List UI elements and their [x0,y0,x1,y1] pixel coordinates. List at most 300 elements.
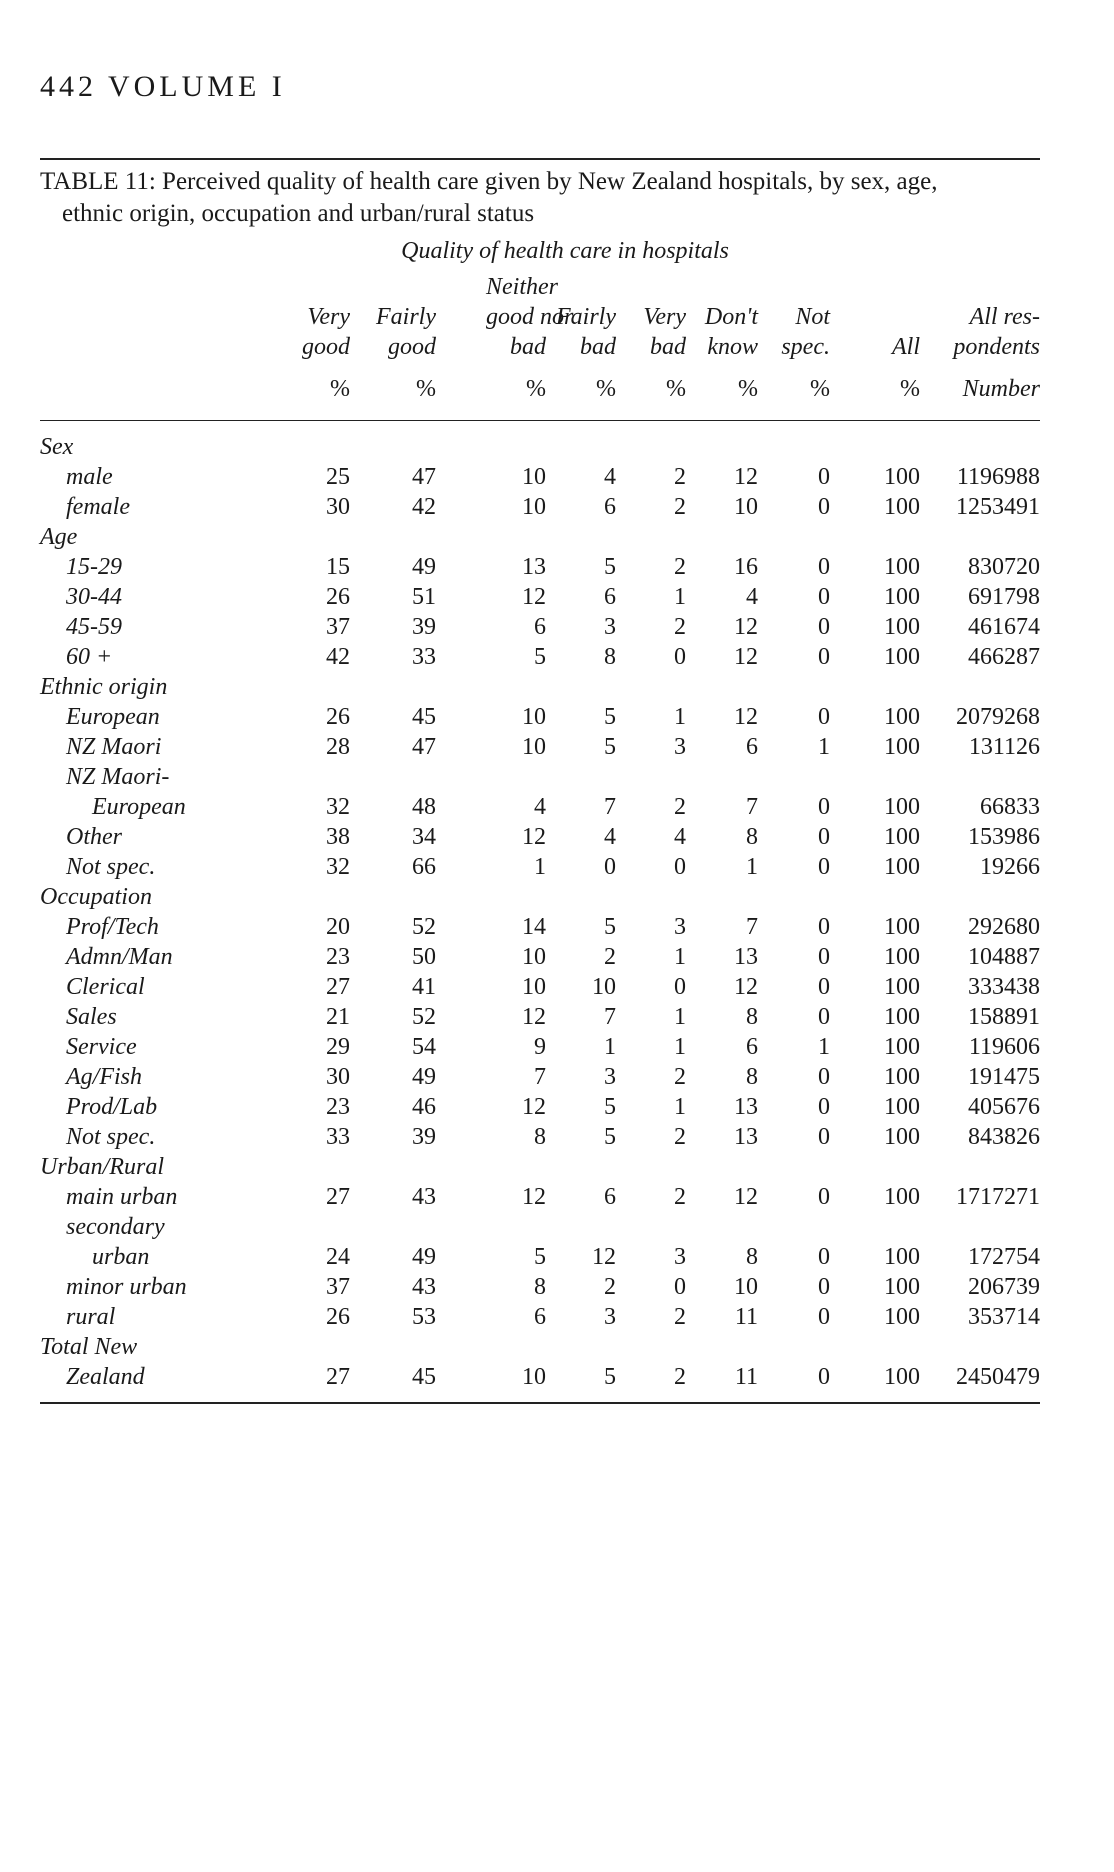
bottom-rule [40,1402,1040,1404]
table-cell: 100 [884,734,920,760]
table-cell: 42 [412,494,436,520]
row-label: Total New [40,1334,138,1360]
table-row [0,1032,1114,1062]
column-unit-8: Number [962,376,1040,402]
table-cell: 100 [884,554,920,580]
table-cell: 843826 [968,1124,1040,1150]
table-row [0,1122,1114,1152]
table-cell: 4 [534,794,546,820]
table-cell: 4 [604,824,616,850]
table-cell: 34 [412,824,436,850]
table-group-row [0,1212,1114,1242]
table-cell: 10 [592,974,616,1000]
table-cell: 10 [522,704,546,730]
table-cell: 0 [818,854,830,880]
table-cell: 172754 [968,1244,1040,1270]
table-cell: 0 [818,1094,830,1120]
column-header-3-line-3: bad [580,334,616,360]
table-row [0,492,1114,522]
table-cell: 12 [522,1004,546,1030]
table-cell: 26 [326,1304,350,1330]
table-cell: 466287 [968,644,1040,670]
table-cell: 100 [884,914,920,940]
table-cell: 0 [604,854,616,880]
table-group-row [0,1152,1114,1182]
table-cell: 45 [412,1364,436,1390]
column-header-1-line-2: Fairly [376,304,436,330]
table-cell: 48 [412,794,436,820]
table-cell: 3 [674,914,686,940]
column-header-2-line-2: good nor [486,304,574,330]
table-cell: 50 [412,944,436,970]
table-cell: 28 [326,734,350,760]
table-cell: 1717271 [956,1184,1040,1210]
table-cell: 15 [326,554,350,580]
table-cell: 5 [534,1244,546,1270]
table-cell: 53 [412,1304,436,1330]
table-cell: 100 [884,854,920,880]
column-header-2-line-1: Neither [486,274,558,300]
table-cell: 1 [674,704,686,730]
table-cell: 16 [734,554,758,580]
row-label: Other [66,824,122,850]
column-header-8-line-3: pondents [953,334,1040,360]
column-unit-0: % [330,376,350,402]
table-cell: 292680 [968,914,1040,940]
table-cell: 3 [604,1304,616,1330]
table-cell: 23 [326,944,350,970]
table-cell: 32 [326,854,350,880]
column-header-0-line-2: Very [307,304,350,330]
table-cell: 353714 [968,1304,1040,1330]
table-cell: 100 [884,584,920,610]
row-label: 60 + [66,644,113,670]
table-cell: 21 [326,1004,350,1030]
table-cell: 6 [604,584,616,610]
row-label: NZ Maori- [66,764,170,790]
table-cell: 52 [412,1004,436,1030]
column-header-4-line-2: Very [643,304,686,330]
column-unit-4: % [666,376,686,402]
table-cell: 10 [734,1274,758,1300]
table-row [0,1242,1114,1272]
table-cell: 5 [604,914,616,940]
table-cell: 10 [522,494,546,520]
table-group-row [0,432,1114,462]
table-cell: 9 [534,1034,546,1060]
table-cell: 30 [326,494,350,520]
table-cell: 100 [884,974,920,1000]
table-cell: 1 [604,1034,616,1060]
row-label: Admn/Man [66,944,173,970]
table-cell: 12 [734,1184,758,1210]
table-cell: 1 [674,1094,686,1120]
table-cell: 100 [884,944,920,970]
row-label: secondary [66,1214,165,1240]
table-cell: 0 [818,974,830,1000]
row-label: Clerical [66,974,145,1000]
table-row [0,1302,1114,1332]
table-cell: 3 [674,734,686,760]
table-cell: 6 [604,494,616,520]
table-cell: 104887 [968,944,1040,970]
table-cell: 49 [412,1064,436,1090]
row-label: Occupation [40,884,152,910]
table-cell: 1 [746,854,758,880]
table-cell: 52 [412,914,436,940]
column-header-1-line-3: good [388,334,436,360]
table-cell: 37 [326,1274,350,1300]
table-cell: 12 [522,1094,546,1120]
table-row [0,732,1114,762]
column-header-5-line-3: know [707,334,758,360]
row-label: Urban/Rural [40,1154,165,1180]
table-cell: 0 [818,1184,830,1210]
table-cell: 6 [746,734,758,760]
caption-line-2: ethnic origin, occupation and urban/rural status [62,200,535,227]
table-cell: 27 [326,1184,350,1210]
row-label: Service [66,1034,137,1060]
table-cell: 2 [604,1274,616,1300]
row-label: urban [92,1244,150,1270]
table-cell: 3 [604,614,616,640]
table-cell: 24 [326,1244,350,1270]
column-unit-1: % [416,376,436,402]
header-rule [40,420,1040,421]
table-cell: 2 [674,1124,686,1150]
table-cell: 27 [326,1364,350,1390]
table-cell: 1253491 [956,494,1040,520]
table-cell: 7 [746,794,758,820]
table-cell: 8 [746,824,758,850]
row-label: Not spec. [66,1124,156,1150]
table-cell: 1 [674,944,686,970]
table-cell: 12 [734,464,758,490]
table-cell: 39 [412,614,436,640]
table-cell: 6 [534,1304,546,1330]
column-unit-3: % [596,376,616,402]
table-cell: 39 [412,1124,436,1150]
table-cell: 46 [412,1094,436,1120]
table-row [0,912,1114,942]
table-row [0,1272,1114,1302]
table-cell: 100 [884,1064,920,1090]
table-cell: 0 [818,464,830,490]
table-cell: 1 [818,734,830,760]
table-cell: 100 [884,644,920,670]
table-cell: 47 [412,464,436,490]
column-header-8-line-2: All res- [969,304,1040,330]
table-cell: 1 [674,1034,686,1060]
table-group-row [0,882,1114,912]
table-row [0,1062,1114,1092]
table-cell: 7 [604,1004,616,1030]
table-cell: 0 [674,974,686,1000]
table-cell: 0 [674,644,686,670]
table-caption [40,166,1040,230]
table-cell: 27 [326,974,350,1000]
table-cell: 11 [734,1364,758,1390]
table-cell: 100 [884,494,920,520]
table-cell: 1 [674,1004,686,1030]
table-cell: 100 [884,614,920,640]
column-header-6-line-2: Not [795,304,830,330]
table-cell: 19266 [980,854,1040,880]
row-label: Zealand [66,1364,145,1390]
table-cell: 13 [522,554,546,580]
table-cell: 0 [818,914,830,940]
table-cell: 0 [818,1124,830,1150]
table-cell: 8 [746,1244,758,1270]
row-label: female [66,494,130,520]
column-unit-2: % [526,376,546,402]
table-cell: 0 [818,1244,830,1270]
table-cell: 2 [674,464,686,490]
table-cell: 119606 [968,1034,1040,1060]
table-cell: 12 [734,644,758,670]
table-cell: 11 [734,1304,758,1330]
table-cell: 131126 [968,734,1040,760]
table-cell: 6 [746,1034,758,1060]
table-cell: 100 [884,1094,920,1120]
row-label: minor urban [66,1274,187,1300]
table-cell: 158891 [968,1004,1040,1030]
column-header-5-line-2: Don't [704,304,758,330]
table-cell: 2450479 [956,1364,1040,1390]
table-cell: 43 [412,1274,436,1300]
column-spanner: Quality of health care in hospitals [401,238,729,264]
table-cell: 2 [674,554,686,580]
table-cell: 23 [326,1094,350,1120]
table-row [0,1182,1114,1212]
table-body [0,432,1114,1392]
table-cell: 5 [604,1364,616,1390]
row-label: main urban [66,1184,178,1210]
table-cell: 29 [326,1034,350,1060]
table-cell: 2 [674,494,686,520]
table-cell: 5 [604,1124,616,1150]
table-cell: 0 [818,1364,830,1390]
table-cell: 0 [818,1004,830,1030]
table-cell: 4 [674,824,686,850]
row-label: European [92,794,186,820]
table-cell: 0 [818,614,830,640]
table-cell: 12 [522,824,546,850]
column-header-2-line-3: bad [510,334,546,360]
table-cell: 8 [746,1064,758,1090]
table-row [0,462,1114,492]
table-cell: 6 [604,1184,616,1210]
row-label: 45-59 [66,614,122,640]
table-row [0,1362,1114,1392]
top-rule [40,158,1040,160]
row-label: Not spec. [66,854,156,880]
table-group-row [0,672,1114,702]
row-label: Sex [40,434,74,460]
column-unit-6: % [810,376,830,402]
row-label: rural [66,1304,116,1330]
table-cell: 0 [818,1274,830,1300]
table-cell: 5 [604,1094,616,1120]
table-cell: 100 [884,1004,920,1030]
table-cell: 405676 [968,1094,1040,1120]
table-row [0,792,1114,822]
row-label: Ag/Fish [66,1064,142,1090]
table-cell: 49 [412,554,436,580]
table-cell: 49 [412,1244,436,1270]
table-cell: 830720 [968,554,1040,580]
table-cell: 5 [604,554,616,580]
table-cell: 33 [326,1124,350,1150]
table-cell: 5 [604,734,616,760]
table-cell: 13 [734,944,758,970]
table-cell: 66 [412,854,436,880]
table-cell: 12 [522,1184,546,1210]
table-cell: 2 [674,614,686,640]
table-cell: 333438 [968,974,1040,1000]
table-cell: 1 [534,854,546,880]
page-header: 442 VOLUME I [40,70,286,103]
table-cell: 2 [604,944,616,970]
table-cell: 10 [522,1364,546,1390]
table-row [0,1092,1114,1122]
table-cell: 8 [534,1124,546,1150]
column-header-0-line-3: good [302,334,350,360]
row-label: 30-44 [66,584,122,610]
table-cell: 2 [674,1184,686,1210]
table-cell: 191475 [968,1064,1040,1090]
table-cell: 26 [326,704,350,730]
table-row [0,582,1114,612]
table-cell: 43 [412,1184,436,1210]
table-cell: 1 [674,584,686,610]
table-cell: 100 [884,794,920,820]
table-cell: 12 [734,614,758,640]
table-cell: 8 [534,1274,546,1300]
row-label: Prod/Lab [66,1094,158,1120]
table-row [0,822,1114,852]
table-cell: 0 [674,854,686,880]
table-cell: 0 [818,704,830,730]
table-cell: 2 [674,1364,686,1390]
table-cell: 3 [604,1064,616,1090]
table-cell: 54 [412,1034,436,1060]
table-cell: 10 [522,464,546,490]
table-cell: 8 [746,1004,758,1030]
table-cell: 100 [884,1304,920,1330]
table-cell: 2 [674,794,686,820]
table-cell: 100 [884,1184,920,1210]
table-cell: 26 [326,584,350,610]
column-header-6-line-3: spec. [781,334,830,360]
table-cell: 0 [818,944,830,970]
table-row [0,642,1114,672]
table-cell: 37 [326,614,350,640]
table-cell: 5 [604,704,616,730]
table-cell: 10 [734,494,758,520]
table-cell: 7 [534,1064,546,1090]
table-cell: 41 [412,974,436,1000]
table-cell: 0 [818,1304,830,1330]
column-header-7-line-3: All [892,334,920,360]
table-row [0,942,1114,972]
column-header-4-line-3: bad [650,334,686,360]
table-cell: 0 [818,584,830,610]
table-cell: 1196988 [956,464,1040,490]
table-cell: 2 [674,1064,686,1090]
table-cell: 0 [818,554,830,580]
row-label: 15-29 [66,554,122,580]
table-row [0,612,1114,642]
table-cell: 100 [884,1244,920,1270]
column-unit-5: % [738,376,758,402]
table-row [0,1002,1114,1032]
table-row [0,972,1114,1002]
table-cell: 0 [818,1064,830,1090]
table-cell: 0 [818,644,830,670]
table-cell: 100 [884,1274,920,1300]
table-cell: 100 [884,704,920,730]
table-cell: 100 [884,1034,920,1060]
table-cell: 66833 [980,794,1040,820]
table-cell: 0 [674,1274,686,1300]
table-cell: 1 [818,1034,830,1060]
table-cell: 12 [592,1244,616,1270]
row-label: Ethnic origin [40,674,168,700]
table-cell: 25 [326,464,350,490]
table-cell: 33 [412,644,436,670]
table-cell: 30 [326,1064,350,1090]
table-cell: 12 [734,974,758,1000]
table-cell: 100 [884,824,920,850]
table-cell: 2079268 [956,704,1040,730]
table-cell: 6 [534,614,546,640]
table-cell: 10 [522,944,546,970]
row-label: male [66,464,113,490]
table-cell: 153986 [968,824,1040,850]
table-cell: 0 [818,794,830,820]
table-cell: 14 [522,914,546,940]
table-cell: 691798 [968,584,1040,610]
row-label: Sales [66,1004,117,1030]
table-cell: 100 [884,1124,920,1150]
column-header-3-line-2: Fairly [556,304,616,330]
table-cell: 461674 [968,614,1040,640]
row-label: European [66,704,160,730]
table-group-row [0,522,1114,552]
table-cell: 7 [746,914,758,940]
table-cell: 45 [412,704,436,730]
table-cell: 0 [818,824,830,850]
table-cell: 12 [734,704,758,730]
table-cell: 38 [326,824,350,850]
table-cell: 51 [412,584,436,610]
table-cell: 10 [522,974,546,1000]
table-cell: 32 [326,794,350,820]
row-label: NZ Maori [66,734,162,760]
table-row [0,552,1114,582]
table-cell: 4 [746,584,758,610]
table-cell: 20 [326,914,350,940]
table-cell: 206739 [968,1274,1040,1300]
row-label: Age [40,524,78,550]
table-cell: 0 [818,494,830,520]
row-label: Prof/Tech [66,914,159,940]
table-cell: 100 [884,1364,920,1390]
table-cell: 4 [604,464,616,490]
table-group-row [0,762,1114,792]
caption-line-1: TABLE 11: Perceived quality of health care given by New Zealand hospitals, by sex, age, [40,168,938,195]
